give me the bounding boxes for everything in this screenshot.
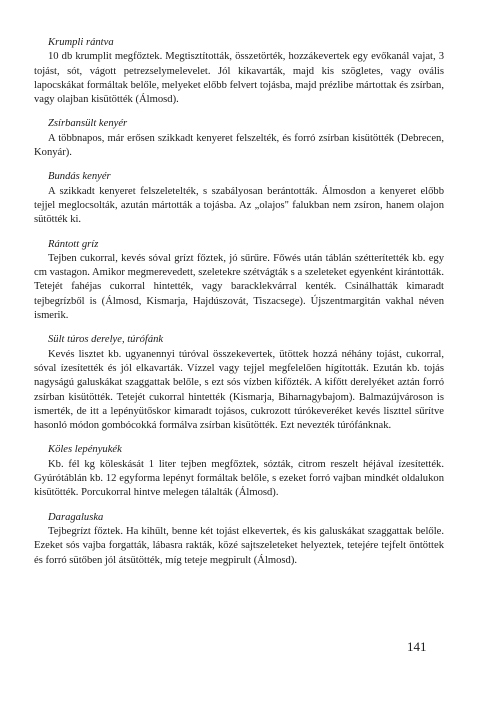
recipe-title: Krumpli rántva bbox=[48, 37, 114, 48]
recipe-text: Tejbegrízt főztek. Ha kihűlt, benne két tojást elkevertek, és kis galuskákat szaggattak belőle. Ezeket sós vajba forgatták, lábasra rakták, közé sajtszeleteket helyeztek, tetejére tejfelt öntöttek és forró sütőben jól átsütötték, míg teteje megpirult (Álmosd). bbox=[34, 525, 444, 566]
recipe-title: Sült túros derelye, túrófánk bbox=[48, 334, 164, 346]
recipe-text: Kb. fél kg köleskását 1 liter tejben megfőztek, sózták, citrom reszelt héjával ízesítették. Gyúrótáblán kb. 12 egyforma lepényt formáltak belőle, s ezeket forró vajban mindkét oldalukon kisütötték. Porcukorral hintve melegen tálalták (Álmosd). bbox=[34, 458, 444, 499]
recipe-title: Köles lepényukék bbox=[48, 444, 122, 456]
recipe-entry bbox=[34, 443, 444, 500]
recipe-text: A többnapos, már erősen szikkadt kenyeret felszelték, és forró zsírban kisütötték (Debrecen, Konyár). bbox=[34, 132, 444, 159]
recipe-entry bbox=[34, 117, 444, 160]
recipe-entry bbox=[34, 511, 444, 568]
recipe-title: Daragaluska bbox=[48, 511, 104, 523]
book-page bbox=[34, 36, 444, 578]
recipe-text: A szikkadt kenyeret felszeletelték, s szabályosan berántották. Álmosdon a kenyeret előbb tejjel meglocsolták, azután mártották a tojásba. Az „olajos" falukban nem zsíron, hanem olajon sütötték ki. bbox=[34, 185, 444, 226]
recipe-title: Bundás kenyér bbox=[48, 171, 111, 183]
recipe-entry bbox=[34, 333, 444, 433]
recipe-text: 10 db krumplit megfőztek. Megtisztították, összetörték, hozzákevertek egy evőkanál vajat, 3 tojást, sót, vágott petrezselymelevelet. Jól kikavarták, majd kis szögletes, vagy ovális lapocskákat formáltak belőle, melyeket előbb felvert tojásba, majd prézlibe mártottak és zsírban, vagy olajban kisütötték (Álmosd). bbox=[34, 51, 444, 106]
page-number: 141 bbox=[407, 639, 427, 654]
recipe-text: Kevés lisztet kb. ugyanennyi túróval összekevertek, ütöttek hozzá néhány tojást, cukorral, sóval ízesítették és jól elkavarták. Vízzel vagy tejjel megfelelően hígították. Ezután kb. tojás nagyságú galuskákat szaggattak belőle, s ezt sós vízben kifőzték. A kifőtt derelyéket aztán forró zsírban kisütötték. Tetejét cukorral hintették (Kismarja, Biharnagybajom). Balmazújvároson is ismerték, de itt a lepényütőskor kimaradt tojásos, cukrozott túrókeveréket kevés liszttel sűrítve hasonló módon gombócokká formálva zsírban kisütötték. Ezt nevezték túrófánknak. bbox=[34, 348, 444, 432]
recipe-title: Zsírbansült kenyér bbox=[48, 118, 128, 130]
recipe-text: Tejben cukorral, kevés sóval grízt főztek, jó sűrűre. Főwés után táblán szétterítették kb. egy cm vastagon. Amikor megmerevedett, szeletekre szétvágták s a szeleteket egyenként kirántották. Tetejét fahéjas cukorral hintették, vagy baracklekvárral kenték. Csinálhatták kimaradt tejbegrízből is (Álmosd, Kismarja, Hajdúszovát, Tiszacsege). Újszentmargitán vakhal néven ismerik. bbox=[34, 252, 444, 322]
recipe-entry bbox=[34, 36, 444, 107]
recipe-entry bbox=[34, 170, 444, 227]
recipe-entry bbox=[34, 238, 444, 324]
recipe-title: Rántott gríz bbox=[48, 238, 99, 250]
